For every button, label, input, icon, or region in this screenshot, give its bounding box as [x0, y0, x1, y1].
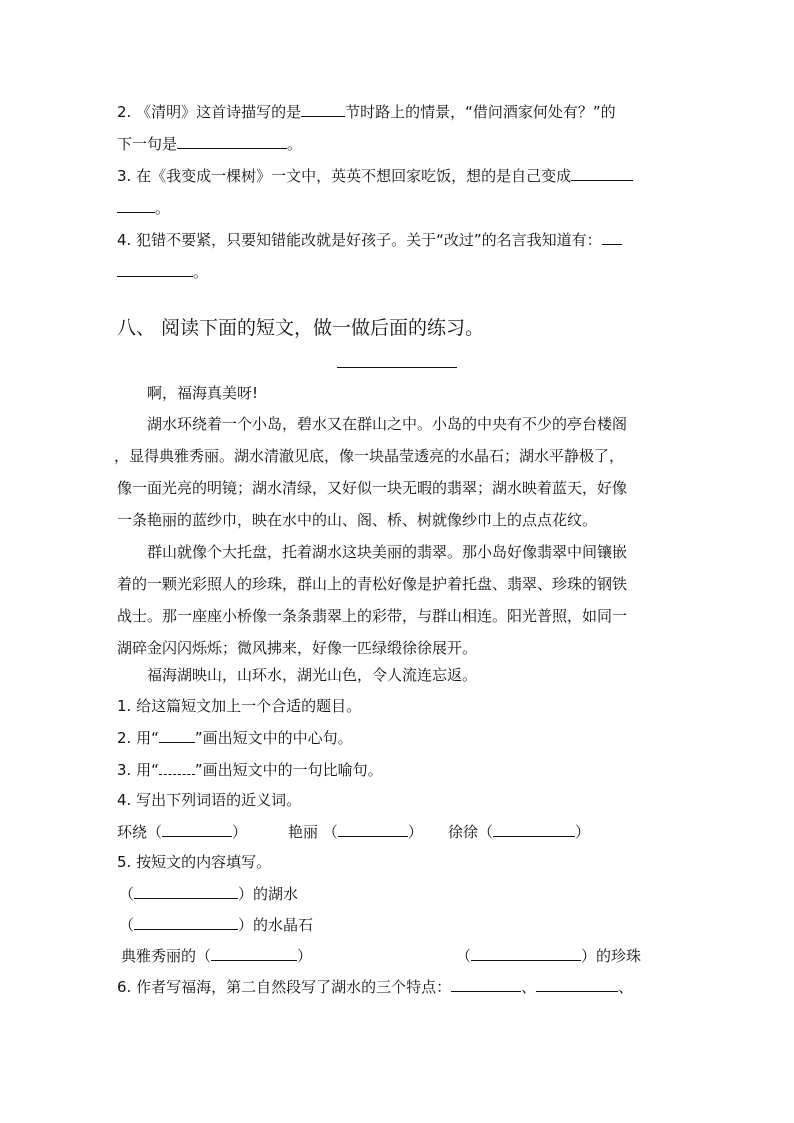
- paren-close: ）: [581, 947, 597, 965]
- period: 。: [287, 135, 303, 153]
- synonym-word-1: 环绕: [117, 823, 148, 841]
- q7-item-4-line-1: [117, 229, 622, 250]
- paren-open: （: [147, 823, 163, 841]
- passage-paragraph-2-line-4: 一条艳丽的蓝纱巾，映在水中的山、阁、桥、树就像纱巾上的点点花纹。: [117, 511, 598, 529]
- passage-paragraph-3-line-1: 群山就像个大托盘，托着湖水这块美丽的翡翠。那小岛好像翡翠中间镶嵌: [147, 543, 628, 561]
- fill-blank-4[interactable]: [471, 945, 581, 961]
- paren-open: （: [478, 823, 494, 841]
- paren-close: ）: [407, 823, 423, 841]
- paren-open: （: [456, 947, 472, 965]
- section-8-title: 八、 阅读下面的短文，做一做后面的练习。: [117, 317, 485, 339]
- passage-paragraph-2-line-2: ，显得典雅秀丽。湖水清澈见底，像一块晶莹透亮的水晶石；湖水平静极了，: [114, 447, 625, 465]
- paren-open: （: [196, 947, 212, 965]
- trait-blank-1[interactable]: [451, 976, 521, 992]
- question-6: [117, 976, 633, 997]
- separator: 、: [618, 978, 634, 996]
- paren-close: ）: [232, 823, 248, 841]
- straight-underline-sample: [159, 727, 195, 743]
- q7-item-2-blank-2[interactable]: [177, 133, 287, 149]
- question-3-text-b: ”画出短文中的一句比喻句。: [194, 761, 383, 779]
- passage-paragraph-3-line-3: 战士。那一座座小桥像一条条翡翠上的彩带，与群山相连。阳光普照，如同一: [117, 607, 628, 625]
- fill-4: [456, 945, 641, 966]
- question-2: [117, 727, 353, 748]
- wavy-underline-sample: [159, 759, 195, 775]
- fill-2: [119, 914, 313, 935]
- passage-paragraph-1: 啊，福海真美呀!: [147, 384, 259, 402]
- paren-open: （: [322, 823, 338, 841]
- q7-item-3-blank-1[interactable]: [571, 165, 633, 181]
- q7-item-2-line-2: [117, 133, 302, 154]
- q7-item-2-text-b: 节时路上的情景，“借问酒家何处有？”的: [345, 103, 616, 121]
- question-3: [117, 759, 383, 780]
- synonym-blank-1[interactable]: [162, 821, 232, 837]
- fill-2-suffix: 的水晶石: [253, 916, 314, 934]
- passage-paragraph-2-line-1: 湖水环绕着一个小岛，碧水又在群山之中。小岛的中央有不少的亭台楼阁: [147, 415, 628, 433]
- q7-item-2-text-a: 2. 《清明》这首诗描写的是: [117, 103, 302, 121]
- passage-paragraph-3-line-4: 湖碎金闪闪烁烁；微风拂来，好像一匹绿缎徐徐展开。: [117, 639, 478, 657]
- paren-close: ）: [575, 823, 591, 841]
- question-3-text-a: 3. 用“: [117, 761, 159, 779]
- synonym-word-3-group: [448, 821, 590, 842]
- synonym-blank-3[interactable]: [493, 821, 575, 837]
- synonym-blank-2[interactable]: [338, 821, 408, 837]
- fill-blank-1[interactable]: [134, 883, 238, 899]
- fill-blank-3[interactable]: [211, 945, 297, 961]
- fill-blank-2[interactable]: [134, 914, 238, 930]
- q7-item-4-line-2: [117, 261, 208, 282]
- paren-close: ）: [238, 916, 254, 934]
- fill-4-suffix: 的珍珠: [596, 947, 642, 965]
- question-1: 1. 给这篇短文加上一个合适的题目。: [117, 697, 362, 715]
- fill-1: [119, 883, 298, 904]
- separator: 、: [521, 978, 537, 996]
- synonym-word-2-group: [288, 821, 423, 842]
- q7-item-3-blank-2[interactable]: [117, 197, 155, 213]
- fill-3: [121, 945, 312, 966]
- passage-title-blank[interactable]: [337, 367, 457, 368]
- passage-paragraph-4: 福海湖映山，山环水，湖光山色，令人流连忘返。: [147, 666, 478, 684]
- question-2-text-a: 2. 用“: [117, 729, 159, 747]
- synonym-word-3: 徐徐: [448, 823, 479, 841]
- q7-item-4-text: 4. 犯错不要紧，只要知错能改就是好孩子。关于“改过”的名言我知道有：: [117, 231, 602, 249]
- question-4: 4. 写出下列词语的近义词。: [117, 791, 302, 809]
- q7-item-3-line-1: [117, 165, 633, 186]
- passage-paragraph-2-line-3: 像一面光亮的明镜；湖水清绿，又好似一块无暇的翡翠；湖水映着蓝天，好像: [117, 479, 628, 497]
- trait-blank-2[interactable]: [536, 976, 618, 992]
- q7-item-2-text-c: 下一句是: [117, 135, 178, 153]
- q7-item-4-blank-2[interactable]: [117, 261, 193, 277]
- paren-close: ）: [297, 947, 313, 965]
- question-2-text-b: ”画出短文中的中心句。: [194, 729, 353, 747]
- synonym-word-1-group: [117, 821, 247, 842]
- paren-open: （: [119, 916, 135, 934]
- q7-item-4-blank-1[interactable]: [602, 229, 622, 245]
- passage-paragraph-3-line-2: 着的一颗光彩照人的珍珠，群山上的青松好像是护着托盘、翡翠、珍珠的钢铁: [117, 575, 628, 593]
- period: 。: [193, 263, 209, 281]
- q7-item-3-text: 3. 在《我变成一棵树》一文中，英英不想回家吃饭，想的是自己变成: [117, 167, 572, 185]
- paren-close: ）: [238, 885, 254, 903]
- fill-3-prefix: 典雅秀丽的: [121, 947, 197, 965]
- fill-1-suffix: 的湖水: [253, 885, 299, 903]
- q7-item-3-line-2: [117, 197, 170, 218]
- synonym-word-2: 艳丽: [288, 823, 319, 841]
- q7-item-2-blank-1[interactable]: [301, 101, 345, 117]
- paren-open: （: [119, 885, 135, 903]
- question-6-text: 6. 作者写福海，第二自然段写了湖水的三个特点：: [117, 978, 452, 996]
- question-5: 5. 按短文的内容填写。: [117, 853, 272, 871]
- q7-item-2-line-1: [117, 101, 616, 122]
- period: 。: [155, 199, 171, 217]
